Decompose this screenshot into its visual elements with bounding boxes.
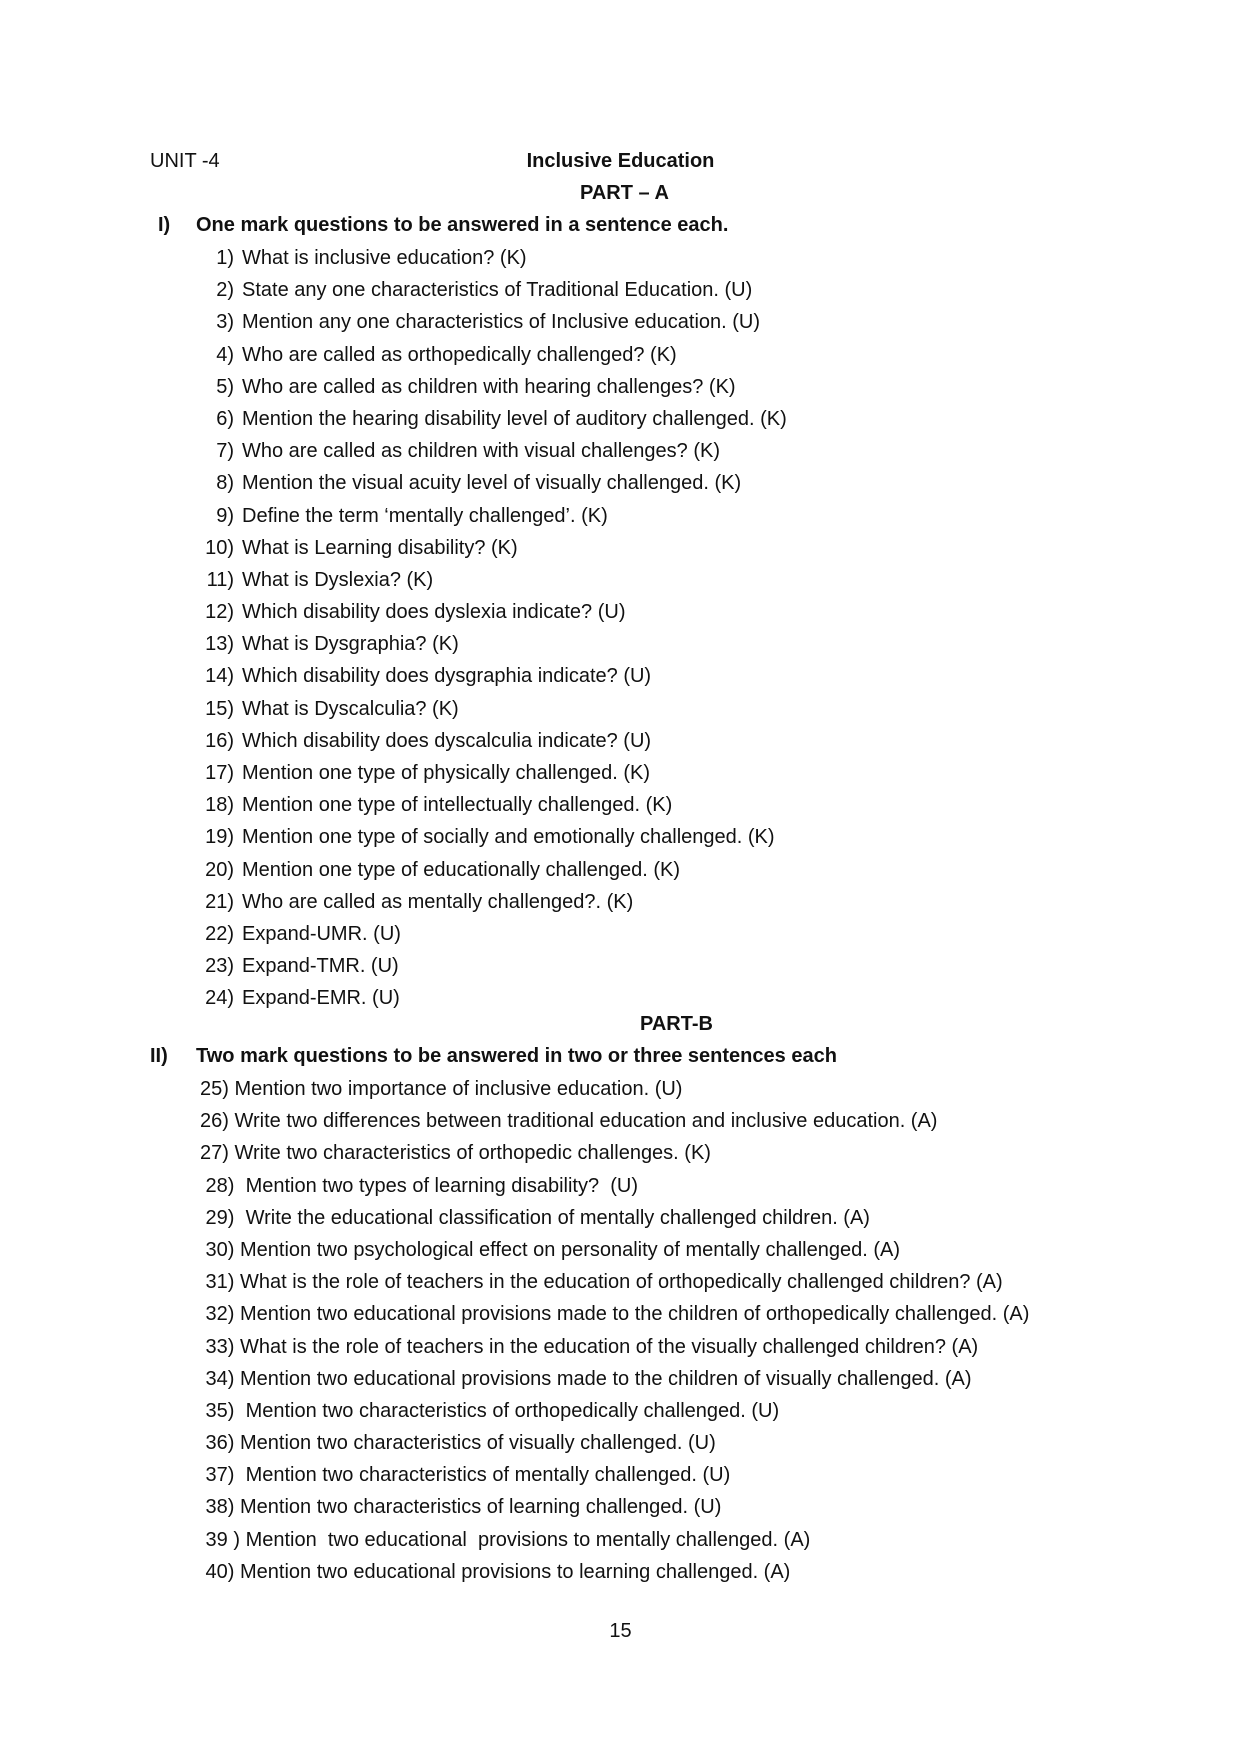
question-text: Mention one type of educationally challenged. (K) xyxy=(242,858,681,881)
question-number: 4) xyxy=(216,343,234,366)
question-item xyxy=(194,886,787,918)
question-text: What is Dyscalculia? (K) xyxy=(242,697,459,720)
question-text: Expand-UMR. (U) xyxy=(242,922,401,945)
question-item xyxy=(194,596,787,628)
question-item: 30) Mention two psychological effect on personality of mentally challenged. (A) xyxy=(200,1238,901,1261)
question-number: 24) xyxy=(205,987,234,1010)
question-item xyxy=(194,500,787,532)
question-number: 15) xyxy=(205,697,234,720)
question-text: Who are called as orthopedically challenged? (K) xyxy=(242,343,677,366)
question-number: 17) xyxy=(205,762,234,784)
question-text: Mention one type of socially and emotionally challenged. (K) xyxy=(242,826,775,849)
question-number: 10) xyxy=(205,536,234,559)
section-number-1: I) xyxy=(158,214,171,236)
question-number: 11) xyxy=(206,568,234,591)
question-text: Mention the visual acuity level of visually challenged. (K) xyxy=(242,472,742,495)
question-text: Who are called as children with hearing challenges? (K) xyxy=(242,375,736,398)
question-number: 23) xyxy=(205,955,234,978)
section-title-2: Two mark questions to be answered in two or three sentences each xyxy=(196,1045,837,1067)
question-number: 7) xyxy=(216,440,234,463)
question-item xyxy=(194,854,787,886)
question-item xyxy=(194,435,787,467)
question-item: 37) Mention two characteristics of mentally challenged. (U) xyxy=(200,1464,731,1487)
question-item: 25) Mention two importance of inclusive education. (U) xyxy=(200,1078,683,1100)
question-item xyxy=(194,725,787,757)
question-number: 2) xyxy=(216,279,234,302)
question-item xyxy=(194,693,787,725)
question-number: 14) xyxy=(205,665,234,688)
question-number: 20) xyxy=(205,858,234,881)
question-item xyxy=(194,757,787,789)
question-number: 13) xyxy=(205,633,234,656)
question-item xyxy=(194,982,787,1014)
question-item: 29) Write the educational classification of mentally challenged children. (A) xyxy=(200,1206,870,1229)
question-item: 26) Write two differences between traditional education and inclusive education. (A) xyxy=(200,1110,938,1133)
question-number: 5) xyxy=(216,375,234,398)
document-title: Inclusive Education xyxy=(526,150,715,172)
question-item xyxy=(194,242,787,274)
question-text: Mention one type of physically challenged. (K) xyxy=(242,762,651,784)
question-text: Define the term ‘mentally challenged’. (K) xyxy=(242,504,608,527)
question-text: Mention one type of intellectually challenged. (K) xyxy=(242,794,673,817)
question-item xyxy=(194,564,787,596)
unit-label: UNIT -4 xyxy=(150,150,220,172)
question-item: 40) Mention two educational provisions to learning challenged. (A) xyxy=(200,1560,791,1583)
part-b-heading: PART-B xyxy=(640,1013,713,1035)
question-text: What is Learning disability? (K) xyxy=(242,536,518,559)
question-item xyxy=(194,467,787,499)
question-item xyxy=(194,660,787,692)
question-item xyxy=(194,274,787,306)
question-item: 27) Write two characteristics of orthopedic challenges. (K) xyxy=(200,1142,711,1165)
question-item: 38) Mention two characteristics of learning challenged. (U) xyxy=(200,1496,722,1519)
part-b-question-list xyxy=(200,1073,1029,1588)
question-text: Which disability does dysgraphia indicate? (U) xyxy=(242,665,652,688)
question-number: 6) xyxy=(216,407,234,430)
question-item: 28) Mention two types of learning disability? (U) xyxy=(200,1174,638,1197)
question-number: 8) xyxy=(216,472,234,495)
question-number: 22) xyxy=(205,922,234,945)
question-item: 34) Mention two educational provisions made to the children of visually challenged. (A) xyxy=(200,1367,972,1390)
question-item xyxy=(194,821,787,853)
question-number: 16) xyxy=(205,729,234,752)
question-item xyxy=(194,306,787,338)
question-item: 33) What is the role of teachers in the education of the visually challenged children? (A) xyxy=(200,1335,979,1358)
question-number: 19) xyxy=(205,826,234,849)
question-text: Which disability does dyscalculia indicate? (U) xyxy=(242,729,652,752)
question-item xyxy=(194,371,787,403)
question-text: What is Dyslexia? (K) xyxy=(242,568,434,591)
question-item xyxy=(194,403,787,435)
question-item xyxy=(194,532,787,564)
question-number: 3) xyxy=(216,311,234,334)
question-item xyxy=(194,918,787,950)
question-number: 21) xyxy=(205,890,234,913)
page-number: 15 xyxy=(609,1620,632,1642)
question-item xyxy=(194,950,787,982)
question-text: Who are called as children with visual challenges? (K) xyxy=(242,440,721,463)
question-text: Mention any one characteristics of Inclusive education. (U) xyxy=(242,311,761,334)
part-a-heading: PART – A xyxy=(580,182,669,204)
section-number-2: II) xyxy=(150,1045,168,1067)
question-number: 9) xyxy=(216,504,234,527)
question-item: 39 ) Mention two educational provisions to mentally challenged. (A) xyxy=(200,1528,811,1551)
question-item xyxy=(194,339,787,371)
question-number: 12) xyxy=(205,601,234,624)
question-text: Mention the hearing disability level of auditory challenged. (K) xyxy=(242,407,787,430)
question-item: 32) Mention two educational provisions made to the children of orthopedically challenged. (A) xyxy=(200,1303,1030,1326)
question-text: Who are called as mentally challenged?. (K) xyxy=(242,890,634,913)
question-text: State any one characteristics of Traditional Education. (U) xyxy=(242,279,753,302)
question-text: What is Dysgraphia? (K) xyxy=(242,633,459,656)
question-item: 31) What is the role of teachers in the education of orthopedically challenged children? (A) xyxy=(200,1271,1003,1294)
question-number: 1) xyxy=(216,247,234,269)
question-number: 18) xyxy=(205,794,234,817)
question-text: Expand-TMR. (U) xyxy=(242,955,399,978)
question-text: Expand-EMR. (U) xyxy=(242,987,400,1010)
question-item xyxy=(194,789,787,821)
question-text: Which disability does dyslexia indicate? (U) xyxy=(242,601,626,624)
question-item: 35) Mention two characteristics of orthopedically challenged. (U) xyxy=(200,1399,780,1422)
question-text: What is inclusive education? (K) xyxy=(242,247,527,269)
part-a-question-list xyxy=(194,242,787,1015)
section-title-1: One mark questions to be answered in a sentence each. xyxy=(196,214,729,236)
question-item: 36) Mention two characteristics of visually challenged. (U) xyxy=(200,1432,716,1455)
question-item xyxy=(194,628,787,660)
